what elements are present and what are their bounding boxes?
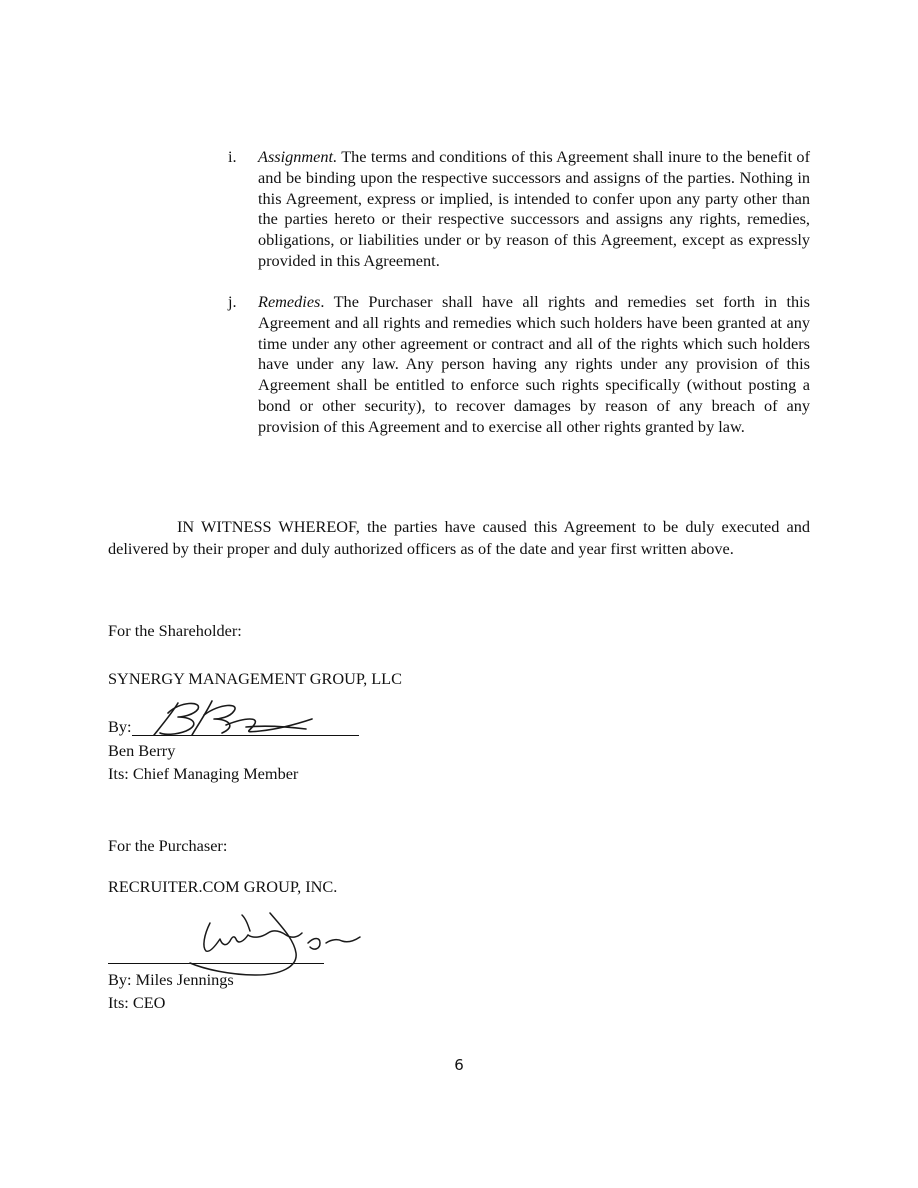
- clause-body: [258, 147, 810, 272]
- clause-number: i.: [228, 147, 237, 166]
- clause-text: . The Purchaser shall have all rights and remedies set forth in this Agreement and all rights and remedies which such holders have been granted at any time under any other agreement or contract and all of the rights which such holders have under any law. Any person having any rights under any provision of this Agreement shall be entitled to enforce such rights specifically (without posting a bond or other security), to recover damages by reason of any breach of any provision of this Agreement and to exercise all other rights granted by law.: [258, 292, 810, 436]
- clause-text: The terms and conditions of this Agreement shall inure to the benefit of and be binding upon the respective successors and assigns of the parties. Nothing in this Agreement, express or implied, is intended to confer upon any party other than the parties hereto or their respective successors and assigns any rights, remedies, obligations, or liabilities under or by reason of this Agreement, except as expressly provided in this Agreement.: [258, 147, 810, 270]
- shareholder-signature: [150, 695, 320, 743]
- clause-number: j.: [228, 292, 237, 311]
- purchaser-signer-title: Its: CEO: [108, 993, 166, 1012]
- page-number: 6: [454, 1056, 464, 1074]
- clause-heading: Remedies: [258, 292, 321, 311]
- clause-body: [258, 292, 810, 438]
- clause-remedies: [228, 292, 810, 438]
- clause-assignment: [228, 147, 810, 272]
- shareholder-company: SYNERGY MANAGEMENT GROUP, LLC: [108, 669, 402, 688]
- shareholder-signer-name: Ben Berry: [108, 741, 176, 760]
- shareholder-label: For the Shareholder:: [108, 621, 242, 640]
- shareholder-by-label: By:: [108, 717, 132, 736]
- purchaser-signer-name: By: Miles Jennings: [108, 970, 234, 989]
- purchaser-company: RECRUITER.COM GROUP, INC.: [108, 877, 338, 896]
- witness-paragraph: IN WITNESS WHEREOF, the parties have caused this Agreement to be duly executed and delivered by their proper and duly authorized officers as of the date and year first written above.: [108, 517, 810, 558]
- purchaser-label: For the Purchaser:: [108, 836, 228, 855]
- clause-heading: Assignment.: [258, 147, 338, 166]
- shareholder-signer-title: Its: Chief Managing Member: [108, 764, 299, 783]
